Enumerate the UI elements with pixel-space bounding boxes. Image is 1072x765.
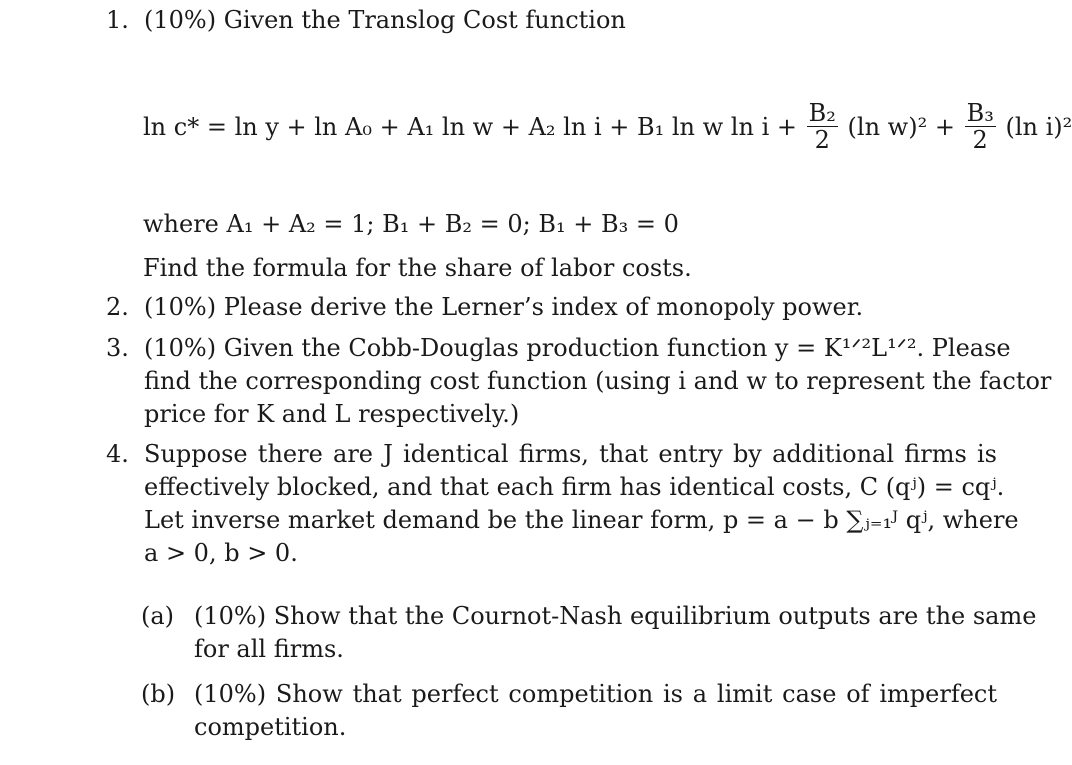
question-1 <box>106 4 997 37</box>
question-3 <box>106 332 1052 431</box>
subquestion-line: competition. <box>194 713 347 741</box>
question-text: (10%) Please derive the Lerner’s index of monopoly power. <box>144 293 864 321</box>
equation-lhs: ln c* = ln y + ln A₀ + A₁ ln w + A₂ ln i + B₁ ln w ln i + <box>143 112 797 141</box>
task-text: Find the formula for the share of labor costs. <box>143 254 692 282</box>
question-2 <box>106 291 997 324</box>
subquestion-label: (b) <box>141 680 176 708</box>
question-line: effectively blocked, and that each firm has identical costs, C (qʲ) = cqʲ. <box>144 473 1005 501</box>
subquestion-line: for all firms. <box>194 635 344 663</box>
question-line: price for K and L respectively.) <box>144 400 520 428</box>
question-title: (10%) Given the Translog Cost function <box>144 6 626 34</box>
question-number: 4. <box>106 440 129 468</box>
subquestion-a <box>141 600 1037 666</box>
question-line: Suppose there are J identical firms, that entry by additional firms is <box>144 440 997 468</box>
subquestion-label: (a) <box>141 602 175 630</box>
equation-tail: (ln i)² <box>1005 112 1072 141</box>
question-number: 1. <box>106 6 129 34</box>
fraction-b2-over-2: $\frac{\text{B₂}}{2}$ <box>808 99 836 154</box>
subquestion-line: (10%) Show that perfect competition is a limit case of imperfect <box>194 680 997 708</box>
translog-equation <box>143 100 1072 162</box>
subquestion-b <box>141 678 997 744</box>
constraints-text: where A₁ + A₂ = 1; B₁ + B₂ = 0; B₁ + B₃ = 0 <box>143 210 679 238</box>
question-4 <box>106 438 1019 570</box>
question-line: Let inverse market demand be the linear form, p = a − b ∑ⱼ₌₁ᴶ qʲ, where <box>144 506 1019 534</box>
fraction-b3-over-2: $\frac{\text{B₃}}{2}$ <box>966 99 994 154</box>
question-line: find the corresponding cost function (using i and w to represent the factor <box>144 367 1052 395</box>
equation-middle: (ln w)² + <box>847 112 955 141</box>
question-number: 3. <box>106 334 129 362</box>
question-number: 2. <box>106 293 129 321</box>
subquestion-line: (10%) Show that the Cournot-Nash equilibrium outputs are the same <box>194 602 1037 630</box>
question-line: a > 0, b > 0. <box>144 539 298 567</box>
question-line: (10%) Given the Cobb-Douglas production function y = K¹ᐟ²L¹ᐟ². Please <box>144 334 1011 362</box>
